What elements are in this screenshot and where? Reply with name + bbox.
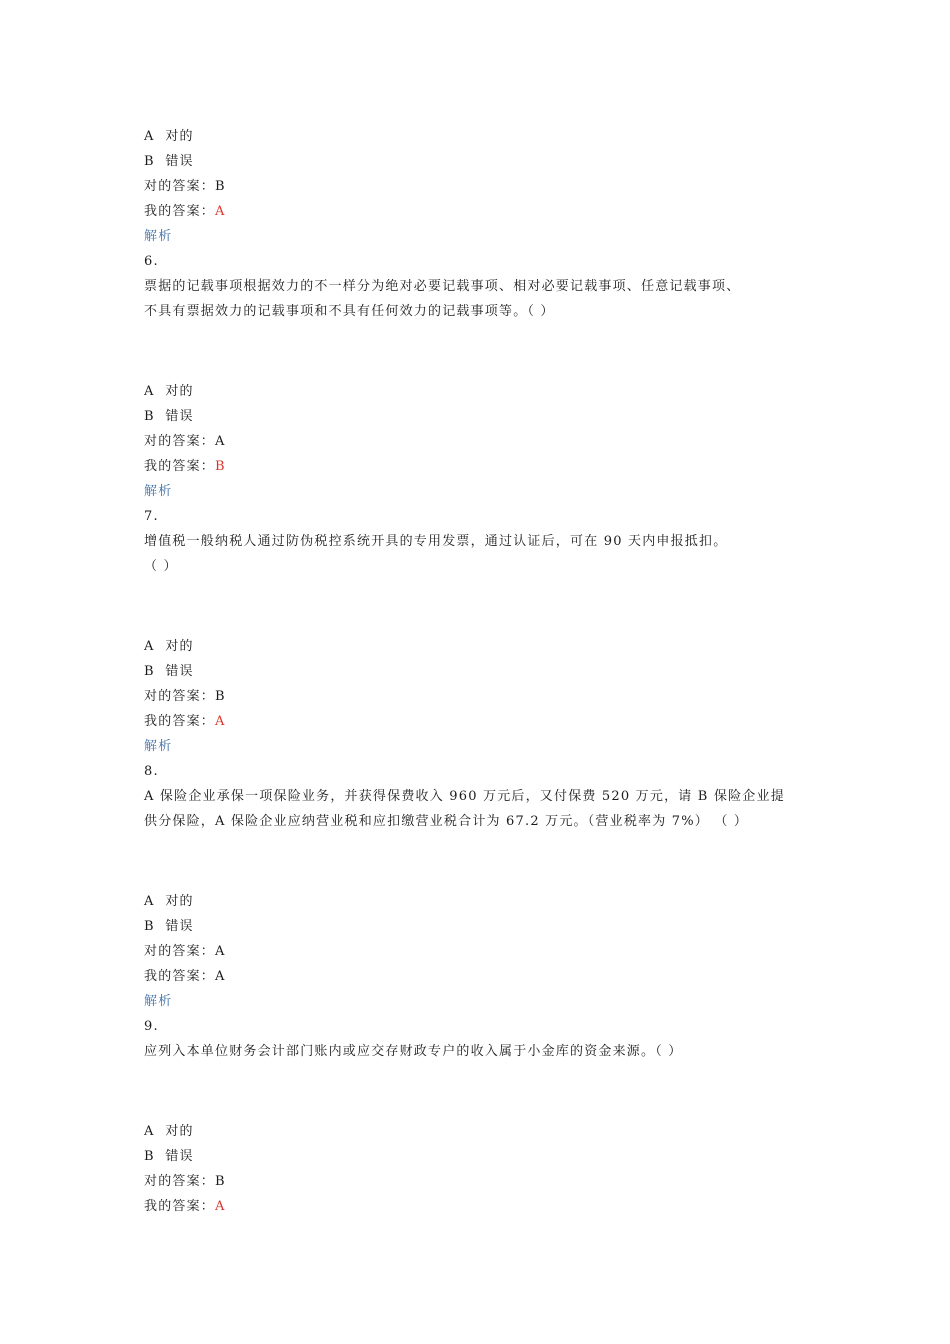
option-b[interactable]: B 错误	[144, 1149, 194, 1164]
option-b[interactable]: B 错误	[144, 919, 194, 934]
option-a[interactable]: A 对的	[144, 639, 194, 654]
my-answer: 我的答案：A	[144, 204, 226, 219]
my-answer-value: A	[215, 969, 226, 984]
my-answer: 我的答案：A	[144, 714, 226, 729]
option-a[interactable]: A 对的	[144, 129, 194, 144]
correct-answer: 对的答案：B	[144, 689, 226, 704]
question-number: 8.	[144, 764, 159, 779]
quiz-page	[144, 124, 814, 1219]
analysis-link[interactable]: 解析	[144, 484, 173, 499]
correct-answer: 对的答案：B	[144, 1174, 226, 1189]
option-a[interactable]: A 对的	[144, 894, 194, 909]
question-number: 9.	[144, 1019, 159, 1034]
correct-answer: 对的答案：B	[144, 179, 226, 194]
question-number: 6.	[144, 254, 159, 269]
option-b[interactable]: B 错误	[144, 154, 194, 169]
question-text: 应列入本单位财务会计部门账内或应交存财政专户的收入属于小金库的资金来源。（ ）	[144, 1044, 683, 1059]
option-b[interactable]: B 错误	[144, 664, 194, 679]
my-answer-value: A	[215, 714, 226, 729]
option-a[interactable]: A 对的	[144, 384, 194, 399]
my-answer: 我的答案：B	[144, 459, 226, 474]
my-answer-value: B	[215, 459, 226, 474]
question-number: 7.	[144, 509, 159, 524]
my-answer: 我的答案：A	[144, 1199, 226, 1214]
question-text: 票据的记载事项根据效力的不一样分为绝对必要记载事项、相对必要记载事项、任意记载事项、 不具有票据效力的记载事项和不具有任何效力的记载事项等。（ ）	[144, 279, 741, 319]
question-text: 增值税一般纳税人通过防伪税控系统开具的专用发票，通过认证后，可在 90 天内申报抵扣。 （ ）	[144, 534, 728, 574]
correct-answer: 对的答案：A	[144, 944, 226, 959]
my-answer-value: A	[215, 1199, 226, 1214]
analysis-link[interactable]: 解析	[144, 229, 173, 244]
analysis-link[interactable]: 解析	[144, 994, 173, 1009]
my-answer: 我的答案：A	[144, 969, 226, 984]
analysis-link[interactable]: 解析	[144, 739, 173, 754]
correct-answer: 对的答案：A	[144, 434, 226, 449]
option-a[interactable]: A 对的	[144, 1124, 194, 1139]
my-answer-value: A	[215, 204, 226, 219]
option-b[interactable]: B 错误	[144, 409, 194, 424]
question-text: A 保险企业承保一项保险业务，并获得保费收入 960 万元后，又付保费 520 万元，请 B 保险企业提 供分保险，A 保险企业应纳营业税和应扣缴营业税合计为 67.2 万元。（营业税率为 7%） （ ）	[144, 789, 785, 829]
